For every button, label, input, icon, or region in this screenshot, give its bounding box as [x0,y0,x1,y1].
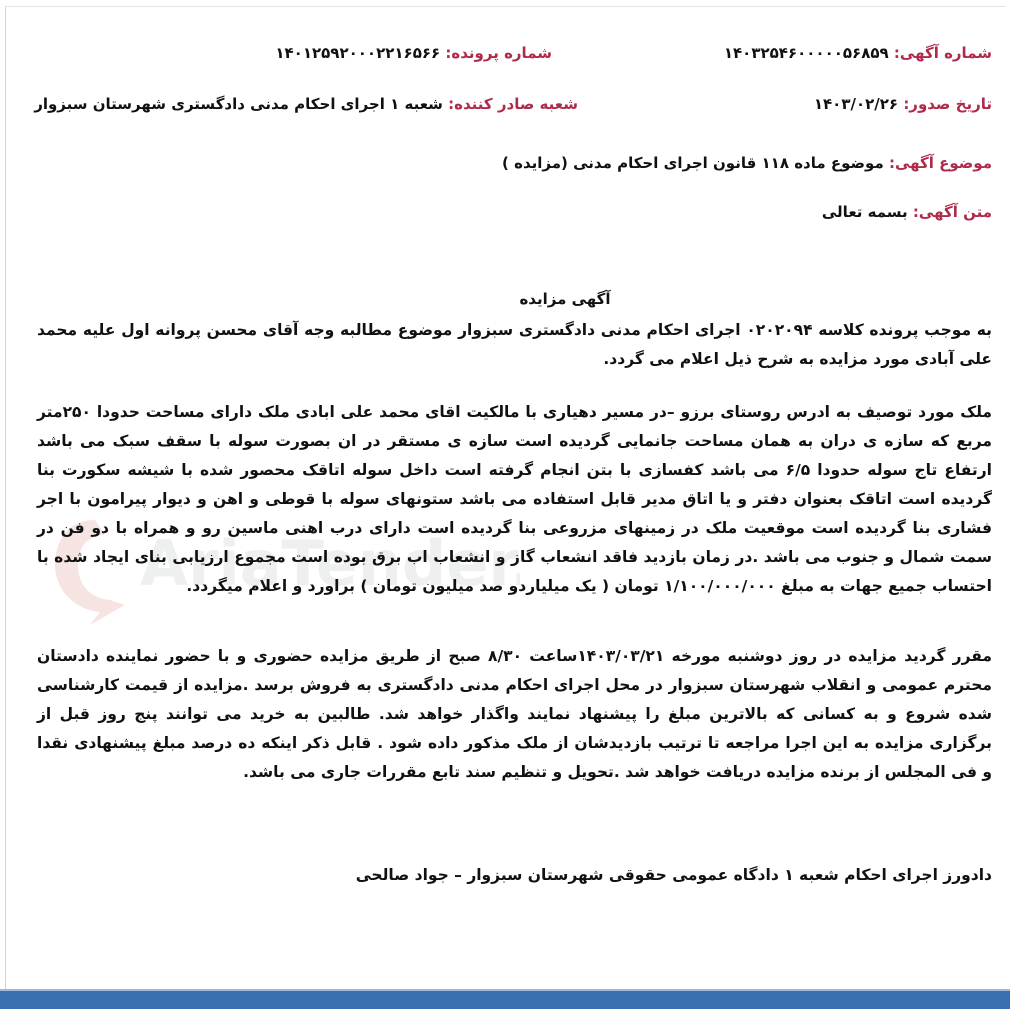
paragraph-case: به موجب پرونده کلاسه ۰۲۰۲۰۹۴ اجرای احکام مدنی دادگستری سبزوار موضوع مطالبه وجه آقای محسن پروانه اول علیه محمد علی آبادی مورد مزایده به شرح ذیل اعلام می گردد. [37,321,992,368]
issuer-row [34,95,578,113]
watermark-text: AriaTender [140,527,511,600]
case-number-value: ۱۴۰۱۲۵۹۲۰۰۰۲۲۱۶۵۶۶ [275,44,441,62]
taskbar [0,991,1010,1009]
ad-number-row [724,44,992,62]
issue-date-label: تاریخ صدور: [903,95,992,113]
paragraph-auction-terms: مقرر گردید مزایده در روز دوشنبه مورخه ۱۴۰۳/۰۳/۲۱ساعت ۸/۳۰ صبح از طریق مزایده حضوری و با حضور نماینده دادستان محترم عمومی و انقلاب شهرستان سبزوار در محل اجرای احکام مدنی دادگستری به فروش برسد .مزایده از قیمت کارشناسی شده شروع و به کسانی که بالاترین مبلغ را پیشنهاد نمایند واگذار خواهد شد. طالبین به خرید می توانند پنج روز قبل از برگزاری مزایده به این اجرا مراجعه تا ترتیب بازدیدشان از ملک مذکور داده شود . قابل ذکر اینکه ده درصد مبلغ پیشنهادی نقدا و فی المجلس از برنده مزایده دریافت خواهد شد .تحویل و تنظیم سند تابع مقررات جاری می باشد. [37,647,992,781]
case-number-row [275,44,552,62]
subject-label: موضوع آگهی: [888,154,992,172]
auction-heading [0,290,1010,308]
issue-date-value: ۱۴۰۳/۰۲/۲۶ [813,95,899,113]
issuer-label: شعبه صادر کننده: [448,95,578,113]
paragraph-property-description: ملک مورد توصیف به ادرس روستای برزو –در مسیر دهیاری با مالکیت اقای محمد علی ابادی ملک دارای مساحت حدودا ۲۵۰متر مربع که سازه ی دران به همان مساحت جانمایی گردیده است سازه ی مستقر در ان بصورت سوله با سقف سبک می باشد ارتفاع تاج سوله حدودا ۶/۵ می باشد کفسازی با بتن انجام گرفته است داخل سوله اتاقک محصور شده با شیشه سکورت بنا گردیده است اتاقک بعنوان دفتر و یا اتاق مدیر قابل استفاده می باشد ستونهای سوله با قوطی و اهن و دیوار پیرامون با اجر فشاری بنا گردیده است موقعیت ملک در زمینهای مزروعی بنا گردیده است دارای درب اهنی ماسین رو و همراه با دو فن در سمت شمال و جنوب می باشد .در زمان بازدید فاقد انشعاب گاز و انشعاب اب برق بوده است مجموع ارزیابی بنای ایجاد شده با احتساب جمیع جهات به مبلغ ۱/۱۰۰/۰۰۰/۰۰۰ تومان ( یک میلیاردو صد میلیون تومان ) براورد و اعلام میگردد. [37,403,992,595]
issuer-value: شعبه ۱ اجرای احکام مدنی دادگستری شهرستان سبزوار [34,95,443,113]
signature: دادورز اجرای احکام شعبه ۱ دادگاه عمومی حقوقی شهرستان سبزوار – جواد صالحی [355,866,992,884]
ad-number-label: شماره آگهی: [893,44,992,62]
ad-text-value: بسمه تعالی [821,203,908,221]
subject-value: موضوع ماده ۱۱۸ قانون اجرای احکام مدنی (مزایده ) [502,154,884,172]
subject-row [502,154,992,172]
auction-heading-text: آگهی مزایده [519,290,611,308]
ad-text-label: متن آگهی: [912,203,992,221]
ad-number-value: ۱۴۰۳۲۵۴۶۰۰۰۰۰۵۶۸۵۹ [723,44,889,62]
issue-date-row [814,95,992,113]
ad-text-row [822,203,992,221]
case-number-label: شماره پرونده: [445,44,552,62]
